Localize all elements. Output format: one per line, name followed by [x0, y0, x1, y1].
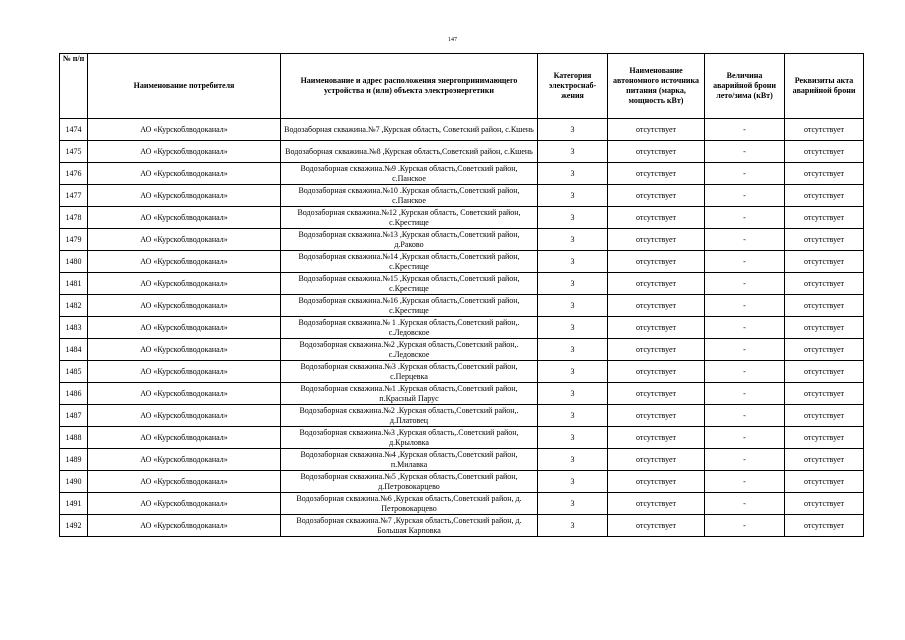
- table-row: [60, 361, 864, 383]
- row-number: 1481: [60, 273, 88, 295]
- reserve-act: отсутствует: [785, 207, 864, 229]
- emergency-reserve: -: [705, 163, 785, 185]
- reserve-act: отсутствует: [785, 383, 864, 405]
- autonomous-source: отсутствует: [608, 141, 705, 163]
- autonomous-source: отсутствует: [608, 493, 705, 515]
- row-number: 1484: [60, 339, 88, 361]
- consumer-name: АО «Курскоблводоканал»: [88, 405, 281, 427]
- reserve-act: отсутствует: [785, 295, 864, 317]
- emergency-reserve: -: [705, 427, 785, 449]
- header-address: Наименование и адрес расположения энергопринимающего устройства и (или) объекта электроэнергетики: [281, 54, 538, 119]
- autonomous-source: отсутствует: [608, 515, 705, 537]
- autonomous-source: отсутствует: [608, 273, 705, 295]
- emergency-reserve: -: [705, 141, 785, 163]
- consumer-name: АО «Курскоблводоканал»: [88, 471, 281, 493]
- autonomous-source: отсутствует: [608, 207, 705, 229]
- autonomous-source: отсутствует: [608, 251, 705, 273]
- row-number: 1491: [60, 493, 88, 515]
- autonomous-source: отсутствует: [608, 163, 705, 185]
- table-row: [60, 295, 864, 317]
- object-address: Водозаборная скважина.№15 ,Курская область,Советский район, с.Крестище: [281, 273, 538, 295]
- emergency-reserve: -: [705, 273, 785, 295]
- emergency-reserve: -: [705, 251, 785, 273]
- supply-category: 3: [538, 339, 608, 361]
- consumer-name: АО «Курскоблводоканал»: [88, 185, 281, 207]
- table-row: [60, 273, 864, 295]
- emergency-reserve: -: [705, 493, 785, 515]
- autonomous-source: отсутствует: [608, 339, 705, 361]
- object-address: Водозаборная скважина.№14 ,Курская область,Советский район, с.Крестище: [281, 251, 538, 273]
- table-row: [60, 251, 864, 273]
- table-row: [60, 493, 864, 515]
- reserve-act: отсутствует: [785, 163, 864, 185]
- row-number: 1488: [60, 427, 88, 449]
- autonomous-source: отсутствует: [608, 119, 705, 141]
- supply-category: 3: [538, 515, 608, 537]
- row-number: 1480: [60, 251, 88, 273]
- header-source: Наименование автономного источника питания (марка, мощность кВт): [608, 54, 705, 119]
- row-number: 1483: [60, 317, 88, 339]
- object-address: Водозаборная скважина.№1 .Курская область,Советский район, п.Красный Парус: [281, 383, 538, 405]
- row-number: 1492: [60, 515, 88, 537]
- consumer-name: АО «Курскоблводоканал»: [88, 361, 281, 383]
- reserve-act: отсутствует: [785, 251, 864, 273]
- object-address: Водозаборная скважина.№7 ,Курская область,Советский район, д. Большая Карповка: [281, 515, 538, 537]
- consumer-name: АО «Курскоблводоканал»: [88, 493, 281, 515]
- object-address: Водозаборная скважина.№7 ,Курская область, Советский район, с.Кшень: [281, 119, 538, 141]
- reserve-act: отсутствует: [785, 427, 864, 449]
- table-row: [60, 163, 864, 185]
- reserve-act: отсутствует: [785, 493, 864, 515]
- consumer-name: АО «Курскоблводоканал»: [88, 427, 281, 449]
- supply-category: 3: [538, 119, 608, 141]
- emergency-reserve: -: [705, 361, 785, 383]
- header-num: № п/п: [60, 54, 88, 119]
- reserve-act: отсутствует: [785, 405, 864, 427]
- consumer-name: АО «Курскоблводоканал»: [88, 383, 281, 405]
- table-row: [60, 427, 864, 449]
- table-row: [60, 471, 864, 493]
- autonomous-source: отсутствует: [608, 383, 705, 405]
- supply-category: 3: [538, 427, 608, 449]
- row-number: 1477: [60, 185, 88, 207]
- autonomous-source: отсутствует: [608, 361, 705, 383]
- consumer-name: АО «Курскоблводоканал»: [88, 141, 281, 163]
- emergency-reserve: -: [705, 295, 785, 317]
- reserve-act: отсутствует: [785, 471, 864, 493]
- consumer-name: АО «Курскоблводоканал»: [88, 295, 281, 317]
- autonomous-source: отсутствует: [608, 317, 705, 339]
- autonomous-source: отсутствует: [608, 471, 705, 493]
- table-row: [60, 317, 864, 339]
- table-row: [60, 141, 864, 163]
- object-address: Водозаборная скважина.№12 ,Курская область, Советский район, с.Крестище: [281, 207, 538, 229]
- supply-category: 3: [538, 471, 608, 493]
- object-address: Водозаборная скважина.№5 ,Курская область,Советский район, д.Петровокарцево: [281, 471, 538, 493]
- supply-category: 3: [538, 141, 608, 163]
- table-row: [60, 515, 864, 537]
- object-address: Водозаборная скважина.№3 ,Курская область,.Советский район, д.Крыловка: [281, 427, 538, 449]
- emergency-reserve: -: [705, 405, 785, 427]
- header-category: Категория электроснаб-жения: [538, 54, 608, 119]
- table-row: [60, 339, 864, 361]
- row-number: 1479: [60, 229, 88, 251]
- supply-category: 3: [538, 273, 608, 295]
- consumer-name: АО «Курскоблводоканал»: [88, 273, 281, 295]
- object-address: Водозаборная скважина.№2 ,Курская область,Советский район,. с.Ледовское: [281, 339, 538, 361]
- supply-category: 3: [538, 405, 608, 427]
- row-number: 1486: [60, 383, 88, 405]
- row-number: 1476: [60, 163, 88, 185]
- table-row: [60, 229, 864, 251]
- reserve-table: [59, 53, 864, 537]
- table-row: [60, 383, 864, 405]
- supply-category: 3: [538, 229, 608, 251]
- supply-category: 3: [538, 449, 608, 471]
- object-address: Водозаборная скважина.№10 .Курская область,Советский район, с.Панское: [281, 185, 538, 207]
- emergency-reserve: -: [705, 515, 785, 537]
- header-reserve: Величина аварийной брони лето/зима (кВт): [705, 54, 785, 119]
- consumer-name: АО «Курскоблводоканал»: [88, 339, 281, 361]
- supply-category: 3: [538, 361, 608, 383]
- reserve-act: отсутствует: [785, 339, 864, 361]
- emergency-reserve: -: [705, 449, 785, 471]
- table-header-row: [60, 54, 864, 119]
- consumer-name: АО «Курскоблводоканал»: [88, 119, 281, 141]
- reserve-act: отсутствует: [785, 317, 864, 339]
- row-number: 1475: [60, 141, 88, 163]
- row-number: 1489: [60, 449, 88, 471]
- row-number: 1474: [60, 119, 88, 141]
- autonomous-source: отсутствует: [608, 449, 705, 471]
- autonomous-source: отсутствует: [608, 229, 705, 251]
- emergency-reserve: -: [705, 185, 785, 207]
- object-address: Водозаборная скважина.№2 .Курская область,Советский район,. д.Платовец: [281, 405, 538, 427]
- autonomous-source: отсутствует: [608, 295, 705, 317]
- supply-category: 3: [538, 251, 608, 273]
- consumer-name: АО «Курскоблводоканал»: [88, 251, 281, 273]
- consumer-name: АО «Курскоблводоканал»: [88, 229, 281, 251]
- table-row: [60, 449, 864, 471]
- supply-category: 3: [538, 295, 608, 317]
- supply-category: 3: [538, 185, 608, 207]
- object-address: Водозаборная скважина.№8 ,Курская область,Советский район, с.Кшень: [281, 141, 538, 163]
- consumer-name: АО «Курскоблводоканал»: [88, 207, 281, 229]
- row-number: 1490: [60, 471, 88, 493]
- page-number: 147: [448, 37, 457, 43]
- table-row: [60, 119, 864, 141]
- autonomous-source: отсутствует: [608, 405, 705, 427]
- consumer-name: АО «Курскоблводоканал»: [88, 515, 281, 537]
- table-row: [60, 185, 864, 207]
- consumer-name: АО «Курскоблводоканал»: [88, 163, 281, 185]
- table-row: [60, 207, 864, 229]
- row-number: 1478: [60, 207, 88, 229]
- table-row: [60, 405, 864, 427]
- object-address: Водозаборная скважина.№ 1 .Курская область,Советский район,. с.Ледовское: [281, 317, 538, 339]
- reserve-act: отсутствует: [785, 229, 864, 251]
- consumer-name: АО «Курскоблводоканал»: [88, 449, 281, 471]
- emergency-reserve: -: [705, 317, 785, 339]
- row-number: 1485: [60, 361, 88, 383]
- object-address: Водозаборная скважина.№13 ,Курская область,Советский район, д.Раково: [281, 229, 538, 251]
- supply-category: 3: [538, 493, 608, 515]
- emergency-reserve: -: [705, 383, 785, 405]
- row-number: 1487: [60, 405, 88, 427]
- consumer-name: АО «Курскоблводоканал»: [88, 317, 281, 339]
- autonomous-source: отсутствует: [608, 185, 705, 207]
- reserve-act: отсутствует: [785, 449, 864, 471]
- reserve-act: отсутствует: [785, 141, 864, 163]
- reserve-act: отсутствует: [785, 273, 864, 295]
- object-address: Водозаборная скважина.№6 ,Курская область,Советский район, д. Петровокарцево: [281, 493, 538, 515]
- emergency-reserve: -: [705, 229, 785, 251]
- object-address: Водозаборная скважина.№3 .Курская область,Советский район, с.Перцевка: [281, 361, 538, 383]
- autonomous-source: отсутствует: [608, 427, 705, 449]
- reserve-act: отсутствует: [785, 361, 864, 383]
- emergency-reserve: -: [705, 471, 785, 493]
- supply-category: 3: [538, 163, 608, 185]
- header-consumer: Наименование потребителя: [88, 54, 281, 119]
- object-address: Водозаборная скважина.№9 .Курская область,Советский район, с.Панское: [281, 163, 538, 185]
- supply-category: 3: [538, 383, 608, 405]
- supply-category: 3: [538, 207, 608, 229]
- reserve-act: отсутствует: [785, 515, 864, 537]
- supply-category: 3: [538, 317, 608, 339]
- object-address: Водозаборная скважина.№16 ,Курская область,Советский район, с.Крестище: [281, 295, 538, 317]
- emergency-reserve: -: [705, 339, 785, 361]
- reserve-act: отсутствует: [785, 185, 864, 207]
- object-address: Водозаборная скважина.№4 ,Курская область,Советский район, п.Милавка: [281, 449, 538, 471]
- row-number: 1482: [60, 295, 88, 317]
- header-act: Реквизиты акта аварийной брони: [785, 54, 864, 119]
- emergency-reserve: -: [705, 119, 785, 141]
- emergency-reserve: -: [705, 207, 785, 229]
- reserve-act: отсутствует: [785, 119, 864, 141]
